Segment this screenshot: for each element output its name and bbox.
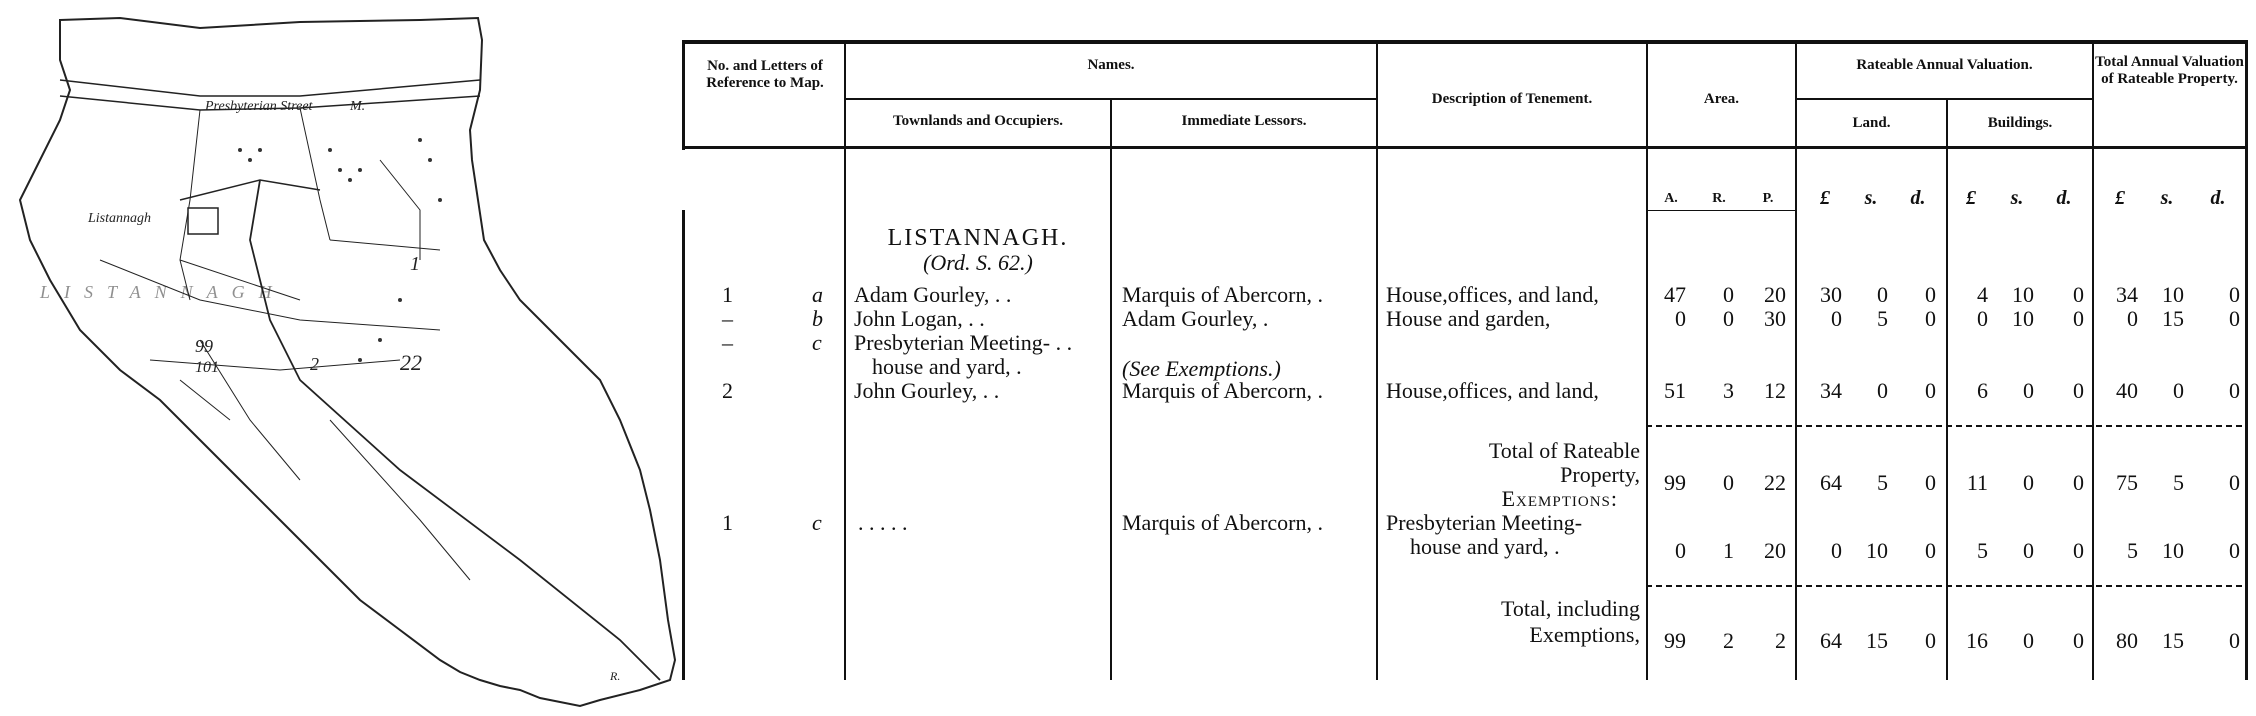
row-2-letter: c [812,330,822,355]
row-0-letter: a [812,282,823,307]
row-1-land-2: 0 [1925,306,1936,331]
row-1-area-2: 30 [1764,306,1786,331]
row-0-area-2: 20 [1764,282,1786,307]
exemption-land-0: 0 [1831,538,1842,563]
row-0-land-2: 0 [1925,282,1936,307]
exemption-occupier-dots: . . . . . [858,510,908,535]
row-3-occupier: John Gourley, . . [854,378,1000,403]
map-plot-101: 101 [195,359,219,376]
row-0-number: 1 [722,282,733,307]
row-2-occupier-2: house and yard, . [872,354,1022,379]
townland-name: LISTANNAGH. [887,225,1069,251]
row-1-total-1: 15 [2162,306,2184,331]
row-0-area-0: 47 [1664,282,1686,307]
total-incl-land-0: 64 [1820,628,1842,653]
map-plot-1: 1 [410,253,420,275]
exemption-description-1: Presbyterian Meeting- [1386,510,1583,535]
row-0-bldg-0: 4 [1977,282,1988,307]
map-plot-99: 99 [195,336,213,356]
exemption-area-1: 1 [1723,538,1734,563]
map-townland-small-label: Listannagh [88,211,152,226]
row-3-land-1: 0 [1877,378,1888,403]
row-1-bldg-1: 10 [2012,306,2034,331]
total-incl-area-1: 2 [1723,628,1734,653]
row-0-description: House,offices, and land, [1386,282,1599,307]
row-0-total-2: 0 [2229,282,2240,307]
unit-bldg-pence: d. [2056,187,2072,209]
row-3-area-1: 3 [1723,378,1734,403]
row-0-total-1: 10 [2162,282,2184,307]
house-block [188,208,218,234]
total-incl-total-1: 15 [2162,628,2184,653]
unit-bldg-pounds: £ [1966,187,1976,209]
row-1-bldg-2: 0 [2073,306,2084,331]
total-incl-area-0: 99 [1664,628,1686,653]
unit-land-pence: d. [1910,187,1926,209]
header-area: Area. [1703,91,1740,107]
exemption-description-2: house and yard, . [1410,534,1560,559]
unit-acres: A. [1664,191,1678,206]
total-rateable-total-2: 0 [2229,470,2240,495]
row-1-area-1: 0 [1723,306,1734,331]
header-buildings: Buildings. [1987,115,2053,131]
total-rateable-area-0: 99 [1664,470,1686,495]
header-townlands: Townlands and Occupiers. [893,113,1063,129]
row-3-total-0: 40 [2116,378,2138,403]
exemption-land-2: 0 [1925,538,1936,563]
row-0-land-0: 30 [1820,282,1842,307]
unit-total-pence: d. [2210,187,2226,209]
header-total: Total Annual Valuation of Rateable Property. [2095,54,2244,87]
unit-land-shillings: s. [1864,187,1878,209]
row-0-area-1: 0 [1723,282,1734,307]
total-rateable-bldg-2: 0 [2073,470,2084,495]
unit-total-shillings: s. [2160,187,2174,209]
exemptions-heading: Exemptions: [1501,486,1618,511]
header-rateable: Rateable Annual Valuation. [1856,57,2033,73]
header-names: Names. [1087,57,1135,73]
row-1-total-0: 0 [2127,306,2138,331]
townland-map [0,0,680,716]
header-lessors: Immediate Lessors. [1181,113,1307,129]
row-1-letter: b [812,306,823,331]
row-1-description: House and garden, [1386,306,1551,331]
row-0-lessor: Marquis of Abercorn, . [1122,282,1324,307]
row-0-total-0: 34 [2116,282,2138,307]
total-rateable-label-2: Property, [1560,462,1640,487]
unit-land-pounds: £ [1820,187,1830,209]
map-townland-big-label: LISTANNAGH [40,282,286,302]
exemption-letter: c [812,510,822,535]
map-plot-2: 2 [310,354,319,374]
unit-total-pounds: £ [2115,187,2125,209]
row-1-land-1: 5 [1877,306,1888,331]
row-1-lessor: Adam Gourley, . [1122,306,1269,331]
row-3-lessor: Marquis of Abercorn, . [1122,378,1324,403]
row-3-description: House,offices, and land, [1386,378,1599,403]
total-rateable-bldg-1: 0 [2023,470,2034,495]
row-2-number: – [722,330,733,355]
map-boundary [20,18,675,706]
total-incl-bldg-1: 0 [2023,628,2034,653]
exemption-bldg-1: 0 [2023,538,2034,563]
exemption-bldg-2: 0 [2073,538,2084,563]
header-land: Land. [1852,115,1891,131]
row-0-occupier: Adam Gourley, . . [854,282,1012,307]
exemption-land-1: 10 [1866,538,1888,563]
row-0-bldg-1: 10 [2012,282,2034,307]
total-rateable-total-1: 5 [2173,470,2184,495]
exemption-area-0: 0 [1675,538,1686,563]
total-rateable-area-1: 0 [1723,470,1734,495]
row-3-bldg-1: 0 [2023,378,2034,403]
exemption-lessor: Marquis of Abercorn, . [1122,510,1324,535]
total-incl-bldg-2: 0 [2073,628,2084,653]
map-river-label: R. [610,669,621,683]
total-incl-area-2: 2 [1775,628,1786,653]
row-2-occupier: Presbyterian Meeting- . . [854,330,1073,355]
row-1-total-2: 0 [2229,306,2240,331]
total-incl-land-1: 15 [1866,628,1888,653]
row-3-land-0: 34 [1820,378,1842,403]
total-incl-total-2: 0 [2229,628,2240,653]
row-3-total-1: 0 [2173,378,2184,403]
total-rateable-land-1: 5 [1877,470,1888,495]
row-3-total-2: 0 [2229,378,2240,403]
total-rateable-label-1: Total of Rateable [1488,438,1640,463]
total-rateable-land-0: 64 [1820,470,1842,495]
unit-perches: P. [1762,191,1774,206]
row-3-area-2: 12 [1764,378,1786,403]
total-incl-bldg-0: 16 [1966,628,1988,653]
exemption-total-1: 10 [2162,538,2184,563]
row-3-number: 2 [722,378,733,403]
exemption-total-0: 5 [2127,538,2138,563]
row-0-bldg-2: 0 [2073,282,2084,307]
map-street-label: Presbyterian Street [205,99,313,114]
exemption-bldg-0: 5 [1977,538,1988,563]
exemption-number: 1 [722,510,733,535]
row-2-lessor: (See Exemptions.) [1122,356,1281,381]
map-plot-22: 22 [400,350,422,375]
header-description: Description of Tenement. [1431,91,1593,107]
unit-bldg-shillings: s. [2010,187,2024,209]
row-1-number: – [722,306,733,331]
total-incl-label-1: Total, including [1501,596,1640,621]
ordnance-sheet: (Ord. S. 62.) [923,250,1033,275]
total-rateable-area-2: 22 [1764,470,1786,495]
valuation-table [682,40,2248,680]
row-3-area-0: 51 [1664,378,1686,403]
exemption-total-2: 0 [2229,538,2240,563]
total-incl-total-0: 80 [2116,628,2138,653]
total-incl-label-2: Exemptions, [1529,622,1640,647]
row-3-land-2: 0 [1925,378,1936,403]
row-3-bldg-0: 6 [1977,378,1988,403]
row-3-bldg-2: 0 [2073,378,2084,403]
total-incl-land-2: 0 [1925,628,1936,653]
total-rateable-bldg-0: 11 [1966,470,1988,495]
row-0-land-1: 0 [1877,282,1888,307]
row-1-bldg-0: 0 [1977,306,1988,331]
total-rateable-land-2: 0 [1925,470,1936,495]
row-1-land-0: 0 [1831,306,1842,331]
header-ref: No. and Letters of Reference to Map. [706,58,824,92]
row-1-occupier: John Logan, . . [854,306,985,331]
unit-roods: R. [1712,191,1726,206]
map-street-suffix: M. [350,99,366,114]
row-1-area-0: 0 [1675,306,1686,331]
exemption-area-2: 20 [1764,538,1786,563]
total-rateable-total-0: 75 [2116,470,2138,495]
